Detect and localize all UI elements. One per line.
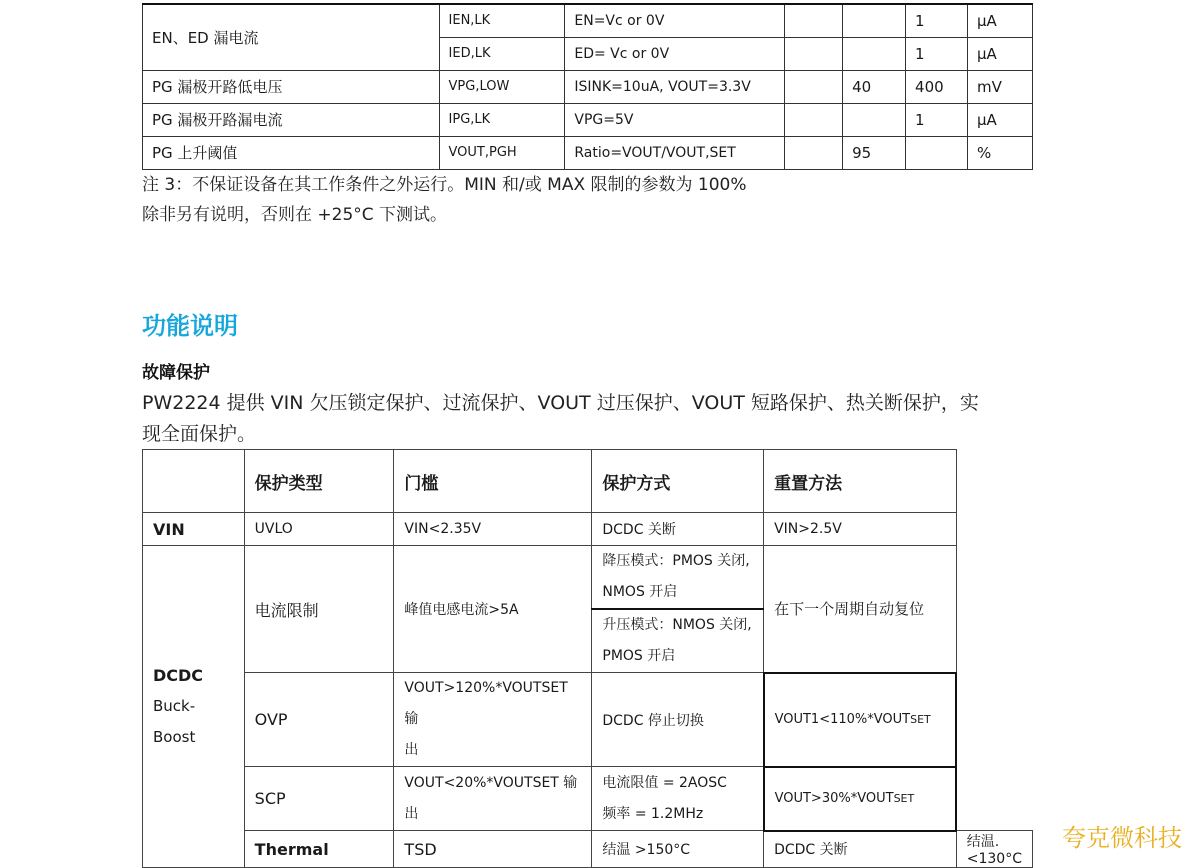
typ-cell xyxy=(843,103,906,136)
symbol-cell: IPG,LK xyxy=(439,103,565,136)
table-row xyxy=(143,4,1033,37)
condition-cell: Ratio=VOUT/VOUT,SET xyxy=(565,136,785,169)
unit-cell: μA xyxy=(968,103,1033,136)
header-cell: 门槛 xyxy=(394,450,592,513)
method-cell xyxy=(592,609,764,673)
section-title: 功能说明 xyxy=(142,312,238,340)
max-cell: 400 xyxy=(906,70,968,103)
threshold-line: VOUT>120%*VOUTSET 输 xyxy=(404,680,568,727)
paragraph-line: PW2224 提供 VIN 欠压锁定保护、过流保护、VOUT 过压保护、VOUT 短路保护、热关断保护，实 xyxy=(142,392,979,414)
table-row xyxy=(143,546,1033,610)
condition-cell: EN=Vc or 0V xyxy=(565,4,785,37)
param-cell: PG 漏极开路低电压 xyxy=(143,70,440,103)
reset-cell: 结温. <130°C xyxy=(956,831,1032,868)
condition-cell: VPG=5V xyxy=(565,103,785,136)
type-cell: TSD xyxy=(394,831,592,868)
table-row xyxy=(143,136,1033,169)
method-cell: DCDC 关断 xyxy=(592,513,764,546)
category-cell: VIN xyxy=(143,513,245,546)
min-cell xyxy=(785,4,843,37)
header-cell: 保护方式 xyxy=(592,450,764,513)
param-cell: EN、ED 漏电流 xyxy=(143,4,440,70)
typ-cell xyxy=(843,37,906,70)
method-line: NMOS 开启 xyxy=(602,584,678,600)
threshold-line: 出 xyxy=(404,805,419,822)
max-cell: 1 xyxy=(906,4,968,37)
type-cell: SCP xyxy=(244,767,394,831)
reset-main: VOUT1<110%*VOUT xyxy=(774,712,911,727)
reset-main: VOUT>30%*VOUT xyxy=(774,791,894,806)
table-row xyxy=(143,673,1033,767)
threshold-cell xyxy=(394,767,592,831)
unit-cell: % xyxy=(968,136,1033,169)
method-line: 降压模式：PMOS 关闭, xyxy=(602,553,750,569)
threshold-line: VOUT<20%*VOUTSET 输 xyxy=(404,774,578,791)
header-cell xyxy=(143,450,245,513)
condition-cell: ED= Vc or 0V xyxy=(565,37,785,70)
method-line: 电流限值 = 2AOSC xyxy=(602,774,727,791)
reset-cell xyxy=(764,767,957,831)
reset-cell: 在下一个周期自动复位 xyxy=(764,546,957,673)
unit-cell: μA xyxy=(968,37,1033,70)
max-cell: 1 xyxy=(906,103,968,136)
threshold-cell: VIN<2.35V xyxy=(394,513,592,546)
category-cell: Thermal xyxy=(244,831,394,868)
threshold-cell: 结温 >150°C xyxy=(592,831,764,868)
category-label: DCDC xyxy=(153,666,204,685)
threshold-line: 出 xyxy=(404,742,419,758)
subsection-title: 故障保护 xyxy=(142,363,210,383)
spec-table xyxy=(142,3,1033,170)
threshold-cell xyxy=(394,673,592,767)
min-cell xyxy=(785,70,843,103)
protection-table xyxy=(142,449,1033,868)
watermark-text: 夸克微科技 xyxy=(1062,824,1182,852)
reset-cell xyxy=(764,673,957,767)
method-cell: DCDC 停止切换 xyxy=(592,673,764,767)
typ-cell: 95 xyxy=(843,136,906,169)
condition-cell: ISINK=10uA, VOUT=3.3V xyxy=(565,70,785,103)
method-line: PMOS 开启 xyxy=(602,648,676,664)
method-line: 频率 = 1.2MHz xyxy=(602,805,704,822)
note-line: 注 3：不保证设备在其工作条件之外运行。MIN 和/或 MAX 限制的参数为 100% xyxy=(142,175,747,195)
reset-cell: VIN>2.5V xyxy=(764,513,957,546)
type-cell: UVLO xyxy=(244,513,394,546)
max-cell xyxy=(906,136,968,169)
table-row xyxy=(143,103,1033,136)
param-cell: PG 漏极开路漏电流 xyxy=(143,103,440,136)
table-header-row xyxy=(143,450,1033,513)
paragraph-line: 现全面保护。 xyxy=(142,423,257,445)
method-cell xyxy=(592,546,764,610)
reset-subscript: SET xyxy=(893,792,915,805)
param-cell: PG 上升阈值 xyxy=(143,136,440,169)
typ-cell xyxy=(843,4,906,37)
typ-cell: 40 xyxy=(843,70,906,103)
table-row xyxy=(143,767,1033,831)
header-cell: 重置方法 xyxy=(764,450,957,513)
symbol-cell: IED,LK xyxy=(439,37,565,70)
min-cell xyxy=(785,37,843,70)
method-cell: DCDC 关断 xyxy=(764,831,957,868)
reset-subscript: SET xyxy=(910,713,931,726)
max-cell: 1 xyxy=(906,37,968,70)
threshold-cell: 峰值电感电流>5A xyxy=(394,546,592,673)
type-cell: OVP xyxy=(244,673,394,767)
table-row xyxy=(143,513,1033,546)
min-cell xyxy=(785,103,843,136)
symbol-cell: VOUT,PGH xyxy=(439,136,565,169)
symbol-cell: IEN,LK xyxy=(439,4,565,37)
note-line: 除非另有说明，否则在 +25°C 下测试。 xyxy=(142,205,448,225)
table-row xyxy=(143,70,1033,103)
method-cell xyxy=(592,767,764,831)
symbol-cell: VPG,LOW xyxy=(439,70,565,103)
category-cell xyxy=(143,546,245,868)
unit-cell: mV xyxy=(968,70,1033,103)
method-line: 升压模式：NMOS 关闭, xyxy=(602,617,752,633)
unit-cell: μA xyxy=(968,4,1033,37)
min-cell xyxy=(785,136,843,169)
table-row xyxy=(143,831,1033,868)
type-cell: 电流限制 xyxy=(244,546,394,673)
category-sublabel: Buck-Boost xyxy=(153,697,196,746)
header-cell: 保护类型 xyxy=(244,450,394,513)
